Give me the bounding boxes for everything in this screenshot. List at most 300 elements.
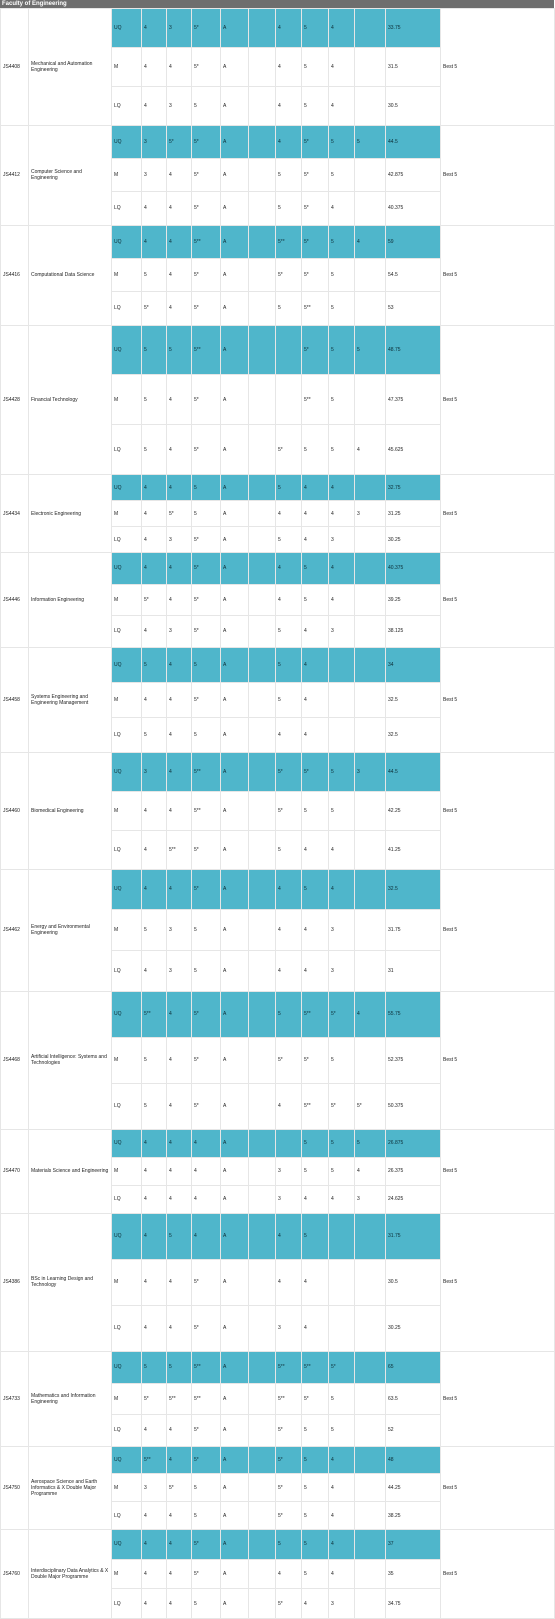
faculty-title: Faculty of Engineering [0, 0, 554, 8]
score-cell [249, 910, 276, 951]
score-cell: 5* [192, 1259, 221, 1305]
score-cell: A [221, 9, 249, 48]
score-cell: 5** [142, 1446, 167, 1474]
score-total: 31.25 [386, 501, 441, 527]
score-cell: 5* [302, 192, 329, 225]
score-total: 30.5 [386, 86, 441, 125]
score-cell: 5 [276, 647, 302, 682]
score-cell: 5 [302, 1559, 329, 1589]
score-level: M [112, 258, 142, 291]
score-cell: 4 [142, 682, 167, 717]
score-cell: 3 [167, 616, 192, 648]
score-cell: 5 [329, 425, 355, 475]
score-cell: 5* [276, 1502, 302, 1530]
score-cell: A [221, 1530, 249, 1560]
programme-code: JS4733 [1, 1352, 29, 1447]
score-cell: 5* [276, 258, 302, 291]
score-cell: 5 [329, 1415, 355, 1447]
score-cell [355, 1415, 386, 1447]
score-cell: 5** [142, 991, 167, 1037]
score-level: LQ [112, 1185, 142, 1213]
score-cell [249, 258, 276, 291]
score-cell: 3 [142, 125, 167, 158]
score-cell: 4 [276, 9, 302, 48]
programme-code: JS4458 [1, 647, 29, 753]
score-total: 44.5 [386, 753, 441, 792]
table-row [1, 1130, 555, 1158]
score-cell: 4 [142, 501, 167, 527]
programme-code: JS4462 [1, 869, 29, 991]
score-cell: A [221, 1474, 249, 1502]
best-subjects: Best 5 [441, 1130, 555, 1214]
score-cell [355, 1474, 386, 1502]
score-cell: 5* [192, 1446, 221, 1474]
score-cell: 4 [276, 910, 302, 951]
score-cell: 5 [142, 325, 167, 375]
score-cell [249, 1352, 276, 1384]
score-cell [355, 9, 386, 48]
score-cell: 5* [192, 258, 221, 291]
score-cell: A [221, 1259, 249, 1305]
score-cell: 4 [192, 1185, 221, 1213]
score-total: 32.75 [386, 475, 441, 501]
score-total: 47.375 [386, 375, 441, 425]
score-cell: 4 [329, 192, 355, 225]
best-subjects: Best 5 [441, 9, 555, 126]
score-cell: 5* [302, 225, 329, 258]
programme-name: Financial Technology [29, 325, 112, 475]
score-cell: 4 [167, 1446, 192, 1474]
score-total: 32.5 [386, 717, 441, 752]
score-cell: 3 [142, 158, 167, 191]
score-cell: 5* [276, 425, 302, 475]
score-cell [249, 584, 276, 616]
score-cell [249, 1530, 276, 1560]
score-cell: 4 [329, 869, 355, 910]
score-cell: 4 [329, 47, 355, 86]
table-row [1, 475, 555, 501]
score-cell: 4 [329, 1530, 355, 1560]
score-level: LQ [112, 1083, 142, 1129]
score-cell [355, 1383, 386, 1415]
score-cell: A [221, 1352, 249, 1384]
score-level: M [112, 501, 142, 527]
score-cell: 5 [276, 830, 302, 869]
score-cell: 4 [329, 9, 355, 48]
score-cell: 5* [192, 1037, 221, 1083]
score-cell: 5 [302, 86, 329, 125]
score-cell: 4 [167, 475, 192, 501]
score-cell: 5 [302, 553, 329, 585]
score-cell: 5 [142, 910, 167, 951]
score-cell: 5 [142, 647, 167, 682]
score-cell [249, 425, 276, 475]
score-cell: 4 [142, 791, 167, 830]
score-cell [249, 375, 276, 425]
score-total: 55.75 [386, 991, 441, 1037]
score-cell: A [221, 1305, 249, 1351]
score-cell: 5 [167, 1213, 192, 1259]
score-cell: 5* [192, 292, 221, 325]
score-cell: A [221, 553, 249, 585]
score-cell: 5 [302, 1502, 329, 1530]
score-total: 38.25 [386, 1502, 441, 1530]
programme-name: BSc in Learning Design and Technology [29, 1213, 112, 1352]
score-cell: 4 [142, 1259, 167, 1305]
score-cell: 5* [192, 158, 221, 191]
score-cell [249, 192, 276, 225]
score-level: M [112, 1259, 142, 1305]
score-cell: 4 [329, 86, 355, 125]
score-cell: 5 [329, 1037, 355, 1083]
score-cell [249, 501, 276, 527]
score-cell: 5** [302, 1083, 329, 1129]
score-cell [355, 375, 386, 425]
score-level: UQ [112, 553, 142, 585]
score-cell: 5 [329, 791, 355, 830]
score-cell [355, 475, 386, 501]
score-cell [249, 1415, 276, 1447]
score-cell: A [221, 616, 249, 648]
score-cell: A [221, 1213, 249, 1259]
score-cell: 5* [192, 192, 221, 225]
programme-code: JS4750 [1, 1446, 29, 1530]
score-cell [329, 1305, 355, 1351]
score-cell [276, 325, 302, 375]
score-level: UQ [112, 753, 142, 792]
score-cell [249, 1502, 276, 1530]
score-cell: 3 [329, 527, 355, 553]
score-total: 41.25 [386, 830, 441, 869]
score-cell: 4 [167, 258, 192, 291]
score-cell: A [221, 47, 249, 86]
best-subjects: Best 5 [441, 1530, 555, 1619]
score-cell [355, 1213, 386, 1259]
score-level: UQ [112, 475, 142, 501]
score-cell: 4 [302, 616, 329, 648]
score-cell: 4 [302, 501, 329, 527]
score-cell: 5 [192, 475, 221, 501]
score-cell: 3 [167, 950, 192, 991]
score-total: 42.875 [386, 158, 441, 191]
score-level: LQ [112, 1305, 142, 1351]
score-level: M [112, 375, 142, 425]
programme-name: Computational Data Science [29, 225, 112, 325]
score-total: 48.75 [386, 325, 441, 375]
score-cell: 4 [142, 830, 167, 869]
score-cell: 5* [167, 501, 192, 527]
score-level: M [112, 1157, 142, 1185]
score-cell [249, 753, 276, 792]
score-cell [329, 1259, 355, 1305]
score-cell [249, 616, 276, 648]
score-cell: 4 [142, 1530, 167, 1560]
score-total: 40.375 [386, 553, 441, 585]
score-level: LQ [112, 192, 142, 225]
programme-code: JS4760 [1, 1530, 29, 1619]
score-cell: A [221, 501, 249, 527]
score-cell: 4 [192, 1157, 221, 1185]
table-row [1, 753, 555, 792]
score-cell: 3 [329, 950, 355, 991]
score-total: 31 [386, 950, 441, 991]
score-cell: 4 [329, 584, 355, 616]
programme-code: JS4446 [1, 553, 29, 648]
score-cell: A [221, 910, 249, 951]
score-cell: 4 [167, 1130, 192, 1158]
score-cell: 5** [276, 1383, 302, 1415]
score-total: 32.5 [386, 682, 441, 717]
score-cell: 4 [276, 1083, 302, 1129]
score-cell: 5* [329, 991, 355, 1037]
score-cell: A [221, 325, 249, 375]
score-total: 35 [386, 1559, 441, 1589]
score-cell: 4 [167, 682, 192, 717]
score-cell: 5* [302, 1383, 329, 1415]
score-cell: 4 [142, 869, 167, 910]
score-total: 39.25 [386, 584, 441, 616]
score-cell [355, 910, 386, 951]
score-cell: 5 [302, 1213, 329, 1259]
score-cell: 5** [192, 325, 221, 375]
score-cell: 4 [167, 1415, 192, 1447]
score-cell: 4 [167, 1259, 192, 1305]
score-total: 30.5 [386, 1259, 441, 1305]
score-cell [355, 1037, 386, 1083]
score-cell [249, 158, 276, 191]
score-cell [355, 1589, 386, 1619]
programme-code: JS4428 [1, 325, 29, 475]
score-cell: 5 [302, 869, 329, 910]
score-cell: 4 [167, 991, 192, 1037]
score-cell: 5* [192, 553, 221, 585]
score-cell: 5 [302, 425, 329, 475]
score-cell: 4 [302, 647, 329, 682]
best-subjects: Best 5 [441, 991, 555, 1130]
score-cell: 5* [302, 1037, 329, 1083]
score-cell: 5* [192, 527, 221, 553]
score-cell [249, 1083, 276, 1129]
score-cell: 5* [167, 125, 192, 158]
score-cell: 5** [276, 225, 302, 258]
score-cell: 5* [302, 325, 329, 375]
score-level: M [112, 1037, 142, 1083]
score-total: 53 [386, 292, 441, 325]
programme-name: Mechanical and Automation Engineering [29, 9, 112, 126]
table-row [1, 1352, 555, 1384]
score-cell [355, 192, 386, 225]
score-cell: A [221, 225, 249, 258]
score-cell: 5 [142, 375, 167, 425]
score-cell [329, 647, 355, 682]
score-cell: A [221, 1130, 249, 1158]
score-cell: 5 [302, 584, 329, 616]
score-cell: A [221, 753, 249, 792]
score-cell [276, 1130, 302, 1158]
score-cell [249, 830, 276, 869]
score-total: 38.125 [386, 616, 441, 648]
score-cell [249, 527, 276, 553]
score-cell [355, 1559, 386, 1589]
score-cell: 4 [302, 527, 329, 553]
score-level: M [112, 1559, 142, 1589]
score-cell [249, 1213, 276, 1259]
score-cell: 4 [329, 1446, 355, 1474]
best-subjects: Best 5 [441, 325, 555, 475]
score-cell: A [221, 991, 249, 1037]
score-total: 24.625 [386, 1185, 441, 1213]
score-cell [355, 950, 386, 991]
score-cell: A [221, 158, 249, 191]
score-cell: 5* [302, 158, 329, 191]
score-level: LQ [112, 425, 142, 475]
score-cell: 5* [329, 1352, 355, 1384]
score-cell [249, 475, 276, 501]
score-cell: A [221, 527, 249, 553]
score-cell [249, 950, 276, 991]
best-subjects: Best 5 [441, 1446, 555, 1530]
score-cell: 5* [276, 1037, 302, 1083]
score-cell: 3 [167, 86, 192, 125]
score-cell: 5* [276, 791, 302, 830]
score-cell: 4 [142, 1502, 167, 1530]
score-cell: A [221, 830, 249, 869]
score-cell: 5 [329, 125, 355, 158]
score-cell: 5* [192, 682, 221, 717]
table-row [1, 1213, 555, 1259]
score-cell: 5* [355, 1083, 386, 1129]
score-level: M [112, 910, 142, 951]
score-cell [355, 47, 386, 86]
score-cell: 5* [192, 1415, 221, 1447]
best-subjects: Best 5 [441, 647, 555, 753]
score-cell: A [221, 647, 249, 682]
score-cell: 5 [329, 325, 355, 375]
score-cell [249, 125, 276, 158]
score-cell: 3 [276, 1305, 302, 1351]
score-cell [249, 225, 276, 258]
table-row [1, 1530, 555, 1560]
score-cell: 5 [302, 1130, 329, 1158]
score-cell [355, 86, 386, 125]
score-level: LQ [112, 292, 142, 325]
score-cell: 4 [167, 553, 192, 585]
score-cell: 5 [192, 1502, 221, 1530]
score-cell: 3 [142, 1474, 167, 1502]
score-cell: 5 [329, 753, 355, 792]
score-cell: 4 [167, 753, 192, 792]
score-cell: A [221, 791, 249, 830]
score-cell: 5 [329, 1383, 355, 1415]
score-cell: 3 [355, 1185, 386, 1213]
score-cell [355, 1352, 386, 1384]
score-cell: A [221, 1559, 249, 1589]
score-cell: 5* [192, 830, 221, 869]
score-total: 30.25 [386, 527, 441, 553]
score-cell: 4 [167, 1502, 192, 1530]
score-cell: 5 [302, 1474, 329, 1502]
score-cell: 4 [329, 475, 355, 501]
score-cell: 4 [302, 910, 329, 951]
score-cell [249, 86, 276, 125]
score-cell: A [221, 950, 249, 991]
score-cell: A [221, 375, 249, 425]
score-total: 42.25 [386, 791, 441, 830]
score-level: LQ [112, 86, 142, 125]
score-cell: 4 [276, 584, 302, 616]
score-total: 52.375 [386, 1037, 441, 1083]
score-level: UQ [112, 1352, 142, 1384]
score-cell: 5* [192, 616, 221, 648]
score-cell: 5 [142, 258, 167, 291]
score-cell: 5 [192, 647, 221, 682]
score-cell: 4 [355, 1157, 386, 1185]
score-cell [329, 717, 355, 752]
score-cell: 5 [276, 475, 302, 501]
score-cell [249, 325, 276, 375]
score-cell: 5* [192, 47, 221, 86]
programme-name: Electronic Engineering [29, 475, 112, 553]
best-subjects: Best 5 [441, 753, 555, 870]
score-cell: 4 [302, 717, 329, 752]
score-cell: 5 [329, 1130, 355, 1158]
score-cell: 4 [167, 1185, 192, 1213]
score-level: UQ [112, 991, 142, 1037]
programme-name: Computer Science and Engineering [29, 125, 112, 225]
score-level: M [112, 1474, 142, 1502]
score-cell: 5 [192, 1589, 221, 1619]
score-cell: 5 [355, 325, 386, 375]
score-cell [355, 527, 386, 553]
score-cell: 4 [167, 425, 192, 475]
score-cell [329, 1213, 355, 1259]
score-cell: 5 [276, 527, 302, 553]
score-cell: 5* [192, 869, 221, 910]
score-cell [249, 1130, 276, 1158]
score-cell: 5 [355, 1130, 386, 1158]
score-cell: 4 [302, 1589, 329, 1619]
score-cell: 5 [329, 158, 355, 191]
score-cell: 4 [302, 830, 329, 869]
score-total: 31.5 [386, 47, 441, 86]
score-cell: 4 [167, 192, 192, 225]
score-cell: 5** [192, 791, 221, 830]
score-cell: 4 [142, 225, 167, 258]
programme-code: JS4416 [1, 225, 29, 325]
score-cell: 5 [142, 1352, 167, 1384]
score-cell: A [221, 1083, 249, 1129]
best-subjects: Best 5 [441, 1352, 555, 1447]
score-cell [249, 9, 276, 48]
score-cell: 4 [276, 553, 302, 585]
score-cell: 5* [192, 991, 221, 1037]
programme-code: JS4412 [1, 125, 29, 225]
score-cell [249, 1259, 276, 1305]
score-cell: 5 [329, 258, 355, 291]
score-cell: 3 [142, 753, 167, 792]
score-cell [355, 1530, 386, 1560]
score-cell: A [221, 1185, 249, 1213]
score-cell: 5* [192, 425, 221, 475]
score-cell: 4 [167, 292, 192, 325]
programme-name: Interdisciplinary Data Analytics & X Double Major Programme [29, 1530, 112, 1619]
score-cell: 4 [167, 717, 192, 752]
score-cell: 4 [302, 475, 329, 501]
table-row [1, 647, 555, 682]
score-total: 44.5 [386, 125, 441, 158]
programme-code: JS4468 [1, 991, 29, 1130]
score-cell: 4 [142, 86, 167, 125]
